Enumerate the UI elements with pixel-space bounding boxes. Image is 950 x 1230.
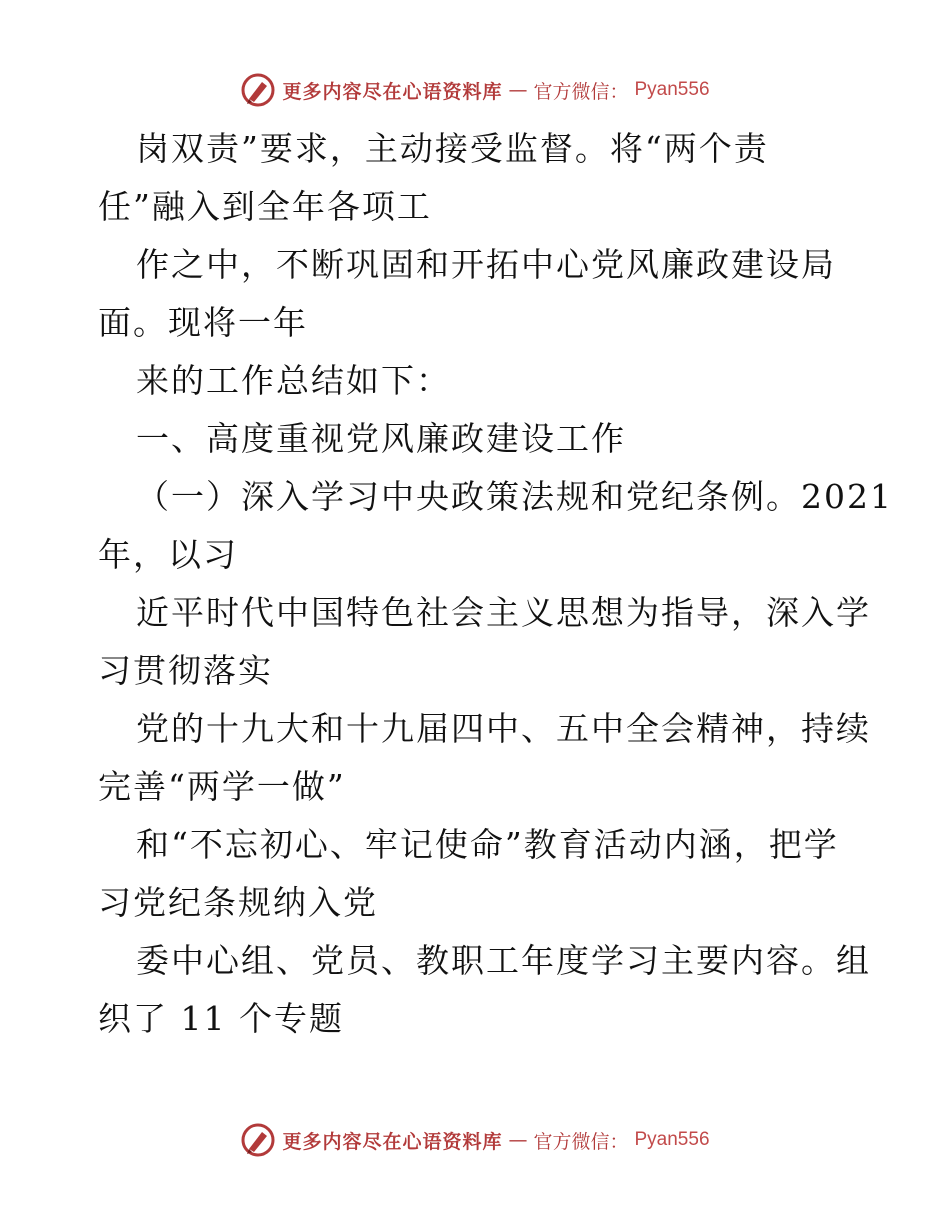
section-heading: 一、高度重视党风廉政建设工作 bbox=[136, 419, 626, 458]
text-line: 来的工作总结如下： bbox=[136, 361, 451, 400]
text-line: 织了 11 个专题 bbox=[98, 999, 344, 1038]
watermark-wechat-id: Pyan556 bbox=[634, 79, 710, 100]
text-line: 完善“两学一做” bbox=[98, 767, 346, 806]
document-body bbox=[98, 120, 893, 1048]
watermark-wechat-label: 官方微信： bbox=[533, 80, 629, 103]
text-line: 和“不忘初心、牢记使命”教育活动内涵，把学 bbox=[136, 825, 839, 864]
watermark-wechat-label: 官方微信： bbox=[533, 1130, 629, 1153]
subsection-heading: （一）深入学习中央政策法规和党纪条例。2021 bbox=[136, 477, 893, 516]
text-line: 任”融入到全年各项工 bbox=[98, 187, 432, 226]
text-line: 习党纪条规纳入党 bbox=[98, 883, 378, 922]
watermark-dash: — bbox=[508, 1129, 528, 1151]
text-line: 年，以习 bbox=[98, 535, 238, 574]
pen-logo-icon bbox=[240, 1122, 276, 1158]
text-line: 岗双责”要求，主动接受监督。将“两个责 bbox=[136, 129, 769, 168]
text-line: 近平时代中国特色社会主义思想为指导，深入学 bbox=[136, 593, 871, 632]
watermark-text: 更多内容尽在心语资料库 bbox=[282, 1130, 503, 1153]
pen-logo-icon bbox=[240, 72, 276, 108]
text-line: 委中心组、党员、教职工年度学习主要内容。组 bbox=[136, 941, 871, 980]
header-watermark bbox=[0, 70, 950, 110]
text-line: 面。现将一年 bbox=[98, 303, 308, 342]
watermark-wechat-id: Pyan556 bbox=[634, 1129, 710, 1150]
text-line: 党的十九大和十九届四中、五中全会精神，持续 bbox=[136, 709, 871, 748]
footer-watermark bbox=[0, 1120, 950, 1160]
watermark-text: 更多内容尽在心语资料库 bbox=[282, 80, 503, 103]
text-line: 习贯彻落实 bbox=[98, 651, 273, 690]
text-line: 作之中，不断巩固和开拓中心党风廉政建设局 bbox=[136, 245, 836, 284]
watermark-dash: — bbox=[508, 79, 528, 101]
